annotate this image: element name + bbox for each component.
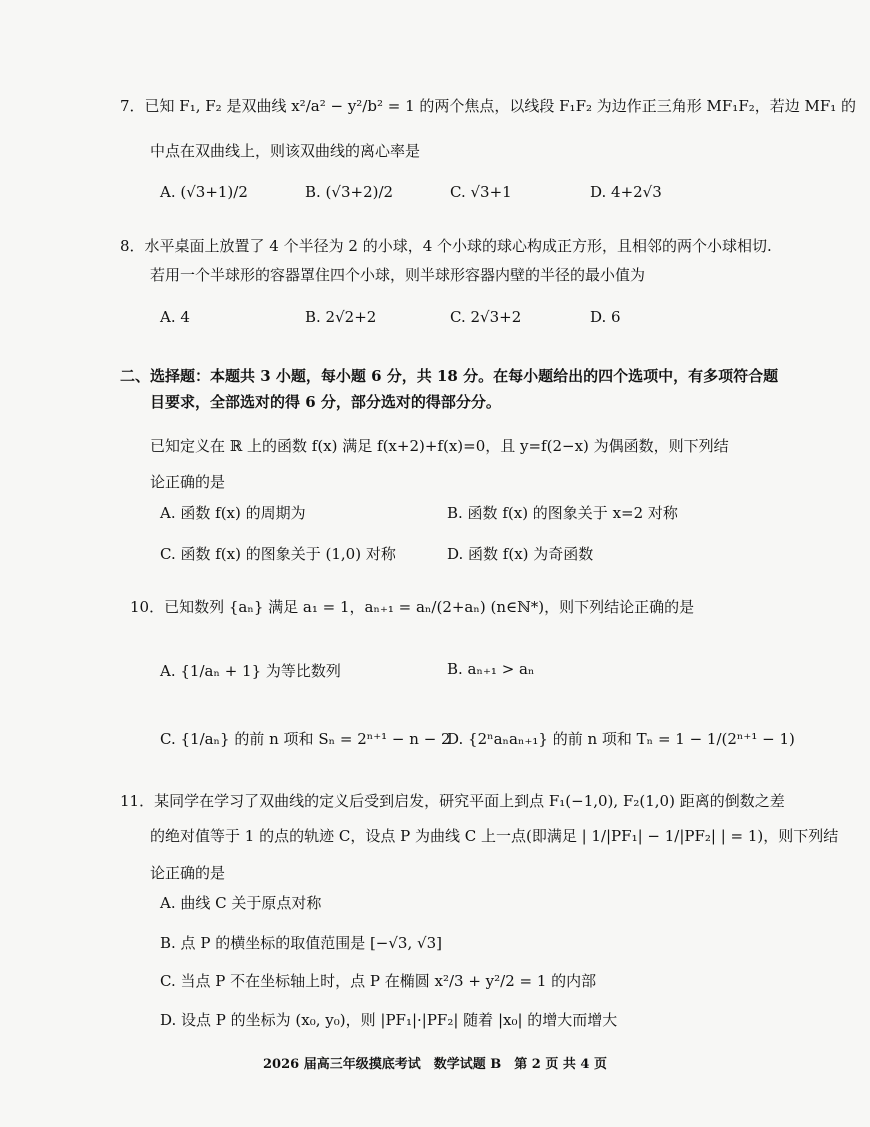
q7-option-c: C. √3+1 (450, 183, 512, 201)
q8-line1: 8．水平桌面上放置了 4 个半径为 2 的小球，4 个小球的球心构成正方形，且相邻的两个小球相切. (120, 237, 772, 255)
q10-option-a: A. {1/aₙ + 1} 为等比数列 (160, 662, 341, 680)
q8-option-c: C. 2√3+2 (450, 308, 522, 326)
q9-line1: 已知定义在 ℝ 上的函数 f(x) 满足 f(x+2)+f(x)=0，且 y=f(2−x) 为偶函数，则下列结 (150, 437, 729, 455)
q10-line1: 10．已知数列 {aₙ} 满足 a₁ = 1，aₙ₊₁ = aₙ/(2+aₙ) (n∈ℕ*)，则下列结论正确的是 (130, 598, 695, 616)
q9-option-b: B. 函数 f(x) 的图象关于 x=2 对称 (447, 504, 678, 522)
q7-option-d: D. 4+2√3 (590, 183, 662, 201)
q9-option-c: C. 函数 f(x) 的图象关于 (1,0) 对称 (160, 545, 396, 563)
q7-option-b: B. (√3+2)/2 (305, 183, 394, 201)
q11-option-b: B. 点 P 的横坐标的取值范围是 [−√3, √3] (160, 934, 442, 952)
q11-option-d: D. 设点 P 的坐标为 (x₀, y₀)，则 |PF₁|·|PF₂| 随着 |x₀| 的增大而增大 (160, 1011, 618, 1029)
q9-line2: 论正确的是 (150, 473, 226, 491)
q8-option-b: B. 2√2+2 (305, 308, 377, 326)
q8-option-d: D. 6 (590, 308, 621, 326)
q9-option-d: D. 函数 f(x) 为奇函数 (447, 545, 594, 563)
q8-option-a: A. 4 (160, 308, 190, 326)
q8-line2: 若用一个半球形的容器罩住四个小球，则半球形容器内壁的半径的最小值为 (150, 266, 646, 284)
section2-heading-line1: 二、选择题：本题共 3 小题，每小题 6 分，共 18 分。在每小题给出的四个选项中，有多项符合题 (120, 367, 779, 385)
page-footer: 2026 届高三年级摸底考试 数学试题 B 第 2 页 共 4 页 (263, 1057, 607, 1072)
section2-heading-line2: 目要求，全部选对的得 6 分，部分选对的得部分分。 (150, 393, 501, 411)
q9-option-a: A. 函数 f(x) 的周期为 (160, 504, 306, 522)
q7-option-a: A. (√3+1)/2 (160, 183, 248, 201)
q7-line2: 中点在双曲线上，则该双曲线的离心率是 (150, 142, 421, 160)
q10-option-c: C. {1/aₙ} 的前 n 项和 Sₙ = 2ⁿ⁺¹ − n − 2 (160, 730, 451, 748)
q7-line1: 7．已知 F₁, F₂ 是双曲线 x²/a² − y²/b² = 1 的两个焦点，以线段 F₁F₂ 为边作正三角形 MF₁F₂，若边 MF₁ 的 (120, 97, 857, 115)
q11-line3: 论正确的是 (150, 864, 226, 882)
q10-option-b: B. aₙ₊₁ > aₙ (447, 660, 535, 678)
q11-line2: 的绝对值等于 1 的点的轨迹 C，设点 P 为曲线 C 上一点(即满足 | 1/|PF₁| − 1/|PF₂| | = 1)，则下列结 (150, 827, 839, 845)
q11-option-a: A. 曲线 C 关于原点对称 (160, 894, 322, 912)
q10-option-d: D. {2ⁿaₙaₙ₊₁} 的前 n 项和 Tₙ = 1 − 1/(2ⁿ⁺¹ − 1) (447, 730, 795, 748)
q11-option-c: C. 当点 P 不在坐标轴上时，点 P 在椭圆 x²/3 + y²/2 = 1 的内部 (160, 972, 597, 990)
q11-line1: 11．某同学在学习了双曲线的定义后受到启发，研究平面上到点 F₁(−1,0), F₂(1,0) 距离的倒数之差 (120, 792, 785, 810)
